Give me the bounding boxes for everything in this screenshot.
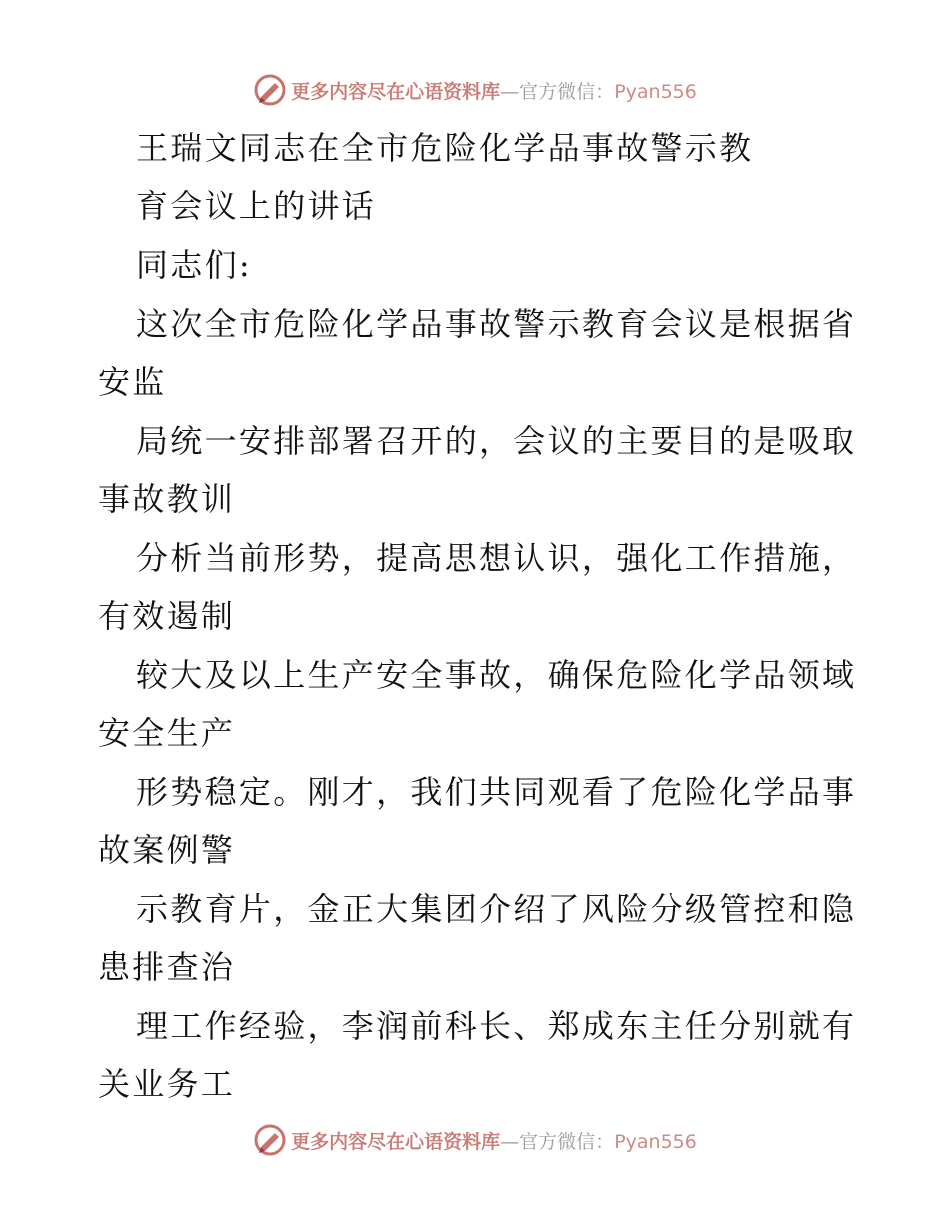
title-line-2: 育会议上的讲话 bbox=[136, 187, 377, 225]
paragraph-line: 形势稳定。刚才，我们共同观看了危险化学品事 bbox=[136, 773, 857, 811]
footer-watermark bbox=[0, 1120, 950, 1160]
paragraph-line: 患排查治 bbox=[98, 948, 236, 986]
paragraph-line: 局统一安排部署召开的，会议的主要目的是吸取 bbox=[136, 422, 857, 460]
pen-logo-icon bbox=[253, 1123, 287, 1157]
paragraph-line: 这次全市危险化学品事故警示教育会议是根据省 bbox=[136, 305, 857, 343]
paragraph-line: 事故教训 bbox=[98, 480, 236, 518]
paragraph-line: 分析当前形势，提高思想认识，强化工作措施， bbox=[136, 539, 857, 577]
paragraph-line: 故案例警 bbox=[98, 831, 236, 869]
paragraph-line: 示教育片，金正大集团介绍了风险分级管控和隐 bbox=[136, 890, 857, 928]
paragraph-line: 理工作经验，李润前科长、郑成东主任分别就有 bbox=[136, 1007, 857, 1045]
watermark-text: 更多内容尽在心语资料库—官方微信：Pyan556 bbox=[291, 1130, 697, 1153]
paragraph-line: 安监 bbox=[98, 363, 167, 401]
header-watermark bbox=[0, 70, 950, 110]
paragraph-line: 关业务工 bbox=[98, 1065, 236, 1103]
pen-logo-icon bbox=[253, 73, 287, 107]
watermark-text: 更多内容尽在心语资料库—官方微信：Pyan556 bbox=[291, 80, 697, 103]
paragraph-line: 较大及以上生产安全事故，确保危险化学品领域 bbox=[136, 656, 857, 694]
paragraph-line: 安全生产 bbox=[98, 714, 236, 752]
paragraph-line: 有效遏制 bbox=[98, 597, 236, 635]
salutation: 同志们: bbox=[136, 246, 252, 284]
title-line-1: 王瑞文同志在全市危险化学品事故警示教 bbox=[136, 129, 754, 167]
